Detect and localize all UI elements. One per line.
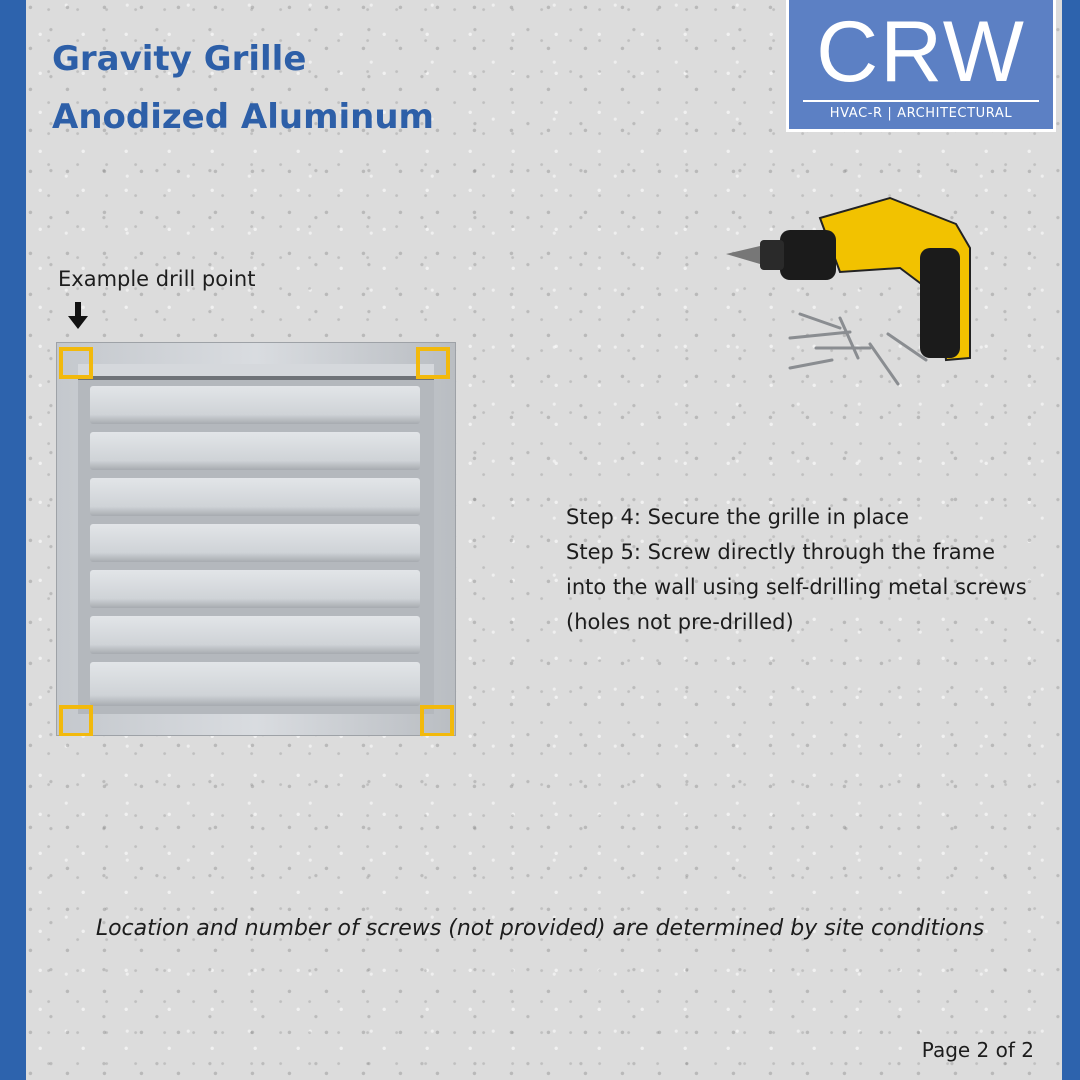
- grille-image: [56, 342, 456, 736]
- site-conditions-note: Location and number of screws (not provided) are determined by site conditions: [95, 916, 985, 941]
- page-indicator: Page 2 of 2: [921, 1038, 1034, 1062]
- logo-tagline: HVAC-R | ARCHITECTURAL: [803, 100, 1039, 128]
- brand-logo: [786, 0, 1056, 132]
- step-5-text: Step 5: Screw directly through the frame into the wall using self-drilling metal screws (holes not pre-drilled): [566, 540, 1027, 634]
- drill-icon: [720, 188, 976, 388]
- title-line-1: Gravity Grille: [52, 39, 307, 79]
- screw-icon: [790, 314, 926, 384]
- arrow-down-icon: [66, 302, 90, 330]
- step-4-text: Step 4: Secure the grille in place: [566, 505, 909, 529]
- instructions: [566, 500, 1036, 640]
- logo-wordmark: CRW: [816, 4, 1026, 100]
- title-line-2: Anodized Aluminum: [52, 97, 434, 137]
- page-title: [52, 30, 434, 146]
- drill-point-callout: Example drill point: [58, 267, 256, 291]
